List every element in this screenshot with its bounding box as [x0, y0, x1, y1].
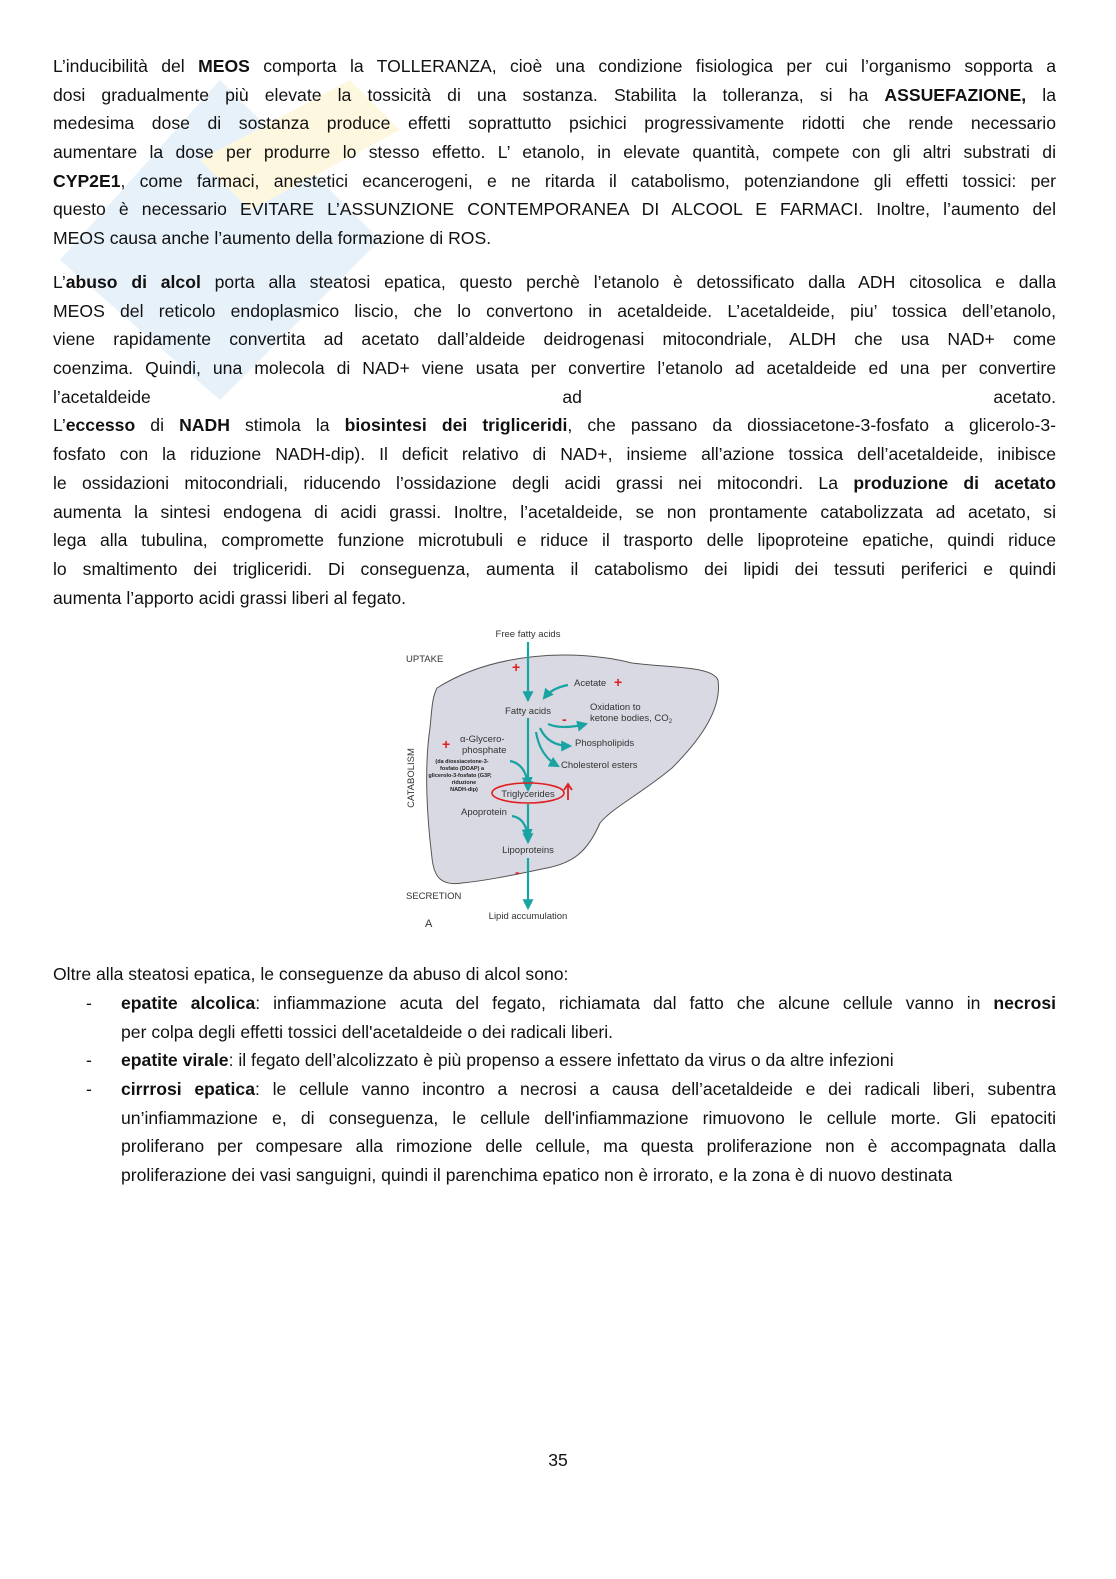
text-run: proliferazione dei vasi sanguigni, quindi il parenchima epatico non è irrorato, e la zona è di nuovo destinata [121, 1165, 953, 1186]
note-line-5: NADH-dip) [450, 787, 478, 793]
text-run: dosi gradualmente più elevate la tossicità di una sostanza. Stabilita la tolleranza, si ha [53, 84, 885, 105]
bold-text: necrosi [993, 993, 1056, 1013]
text-line [53, 167, 1056, 196]
label-fatty-acids: Fatty acids [505, 706, 551, 717]
label-phospholipids: Phospholipids [575, 738, 635, 749]
text-run: aumenta l’apporto acidi grassi liberi al fegato. [53, 587, 407, 608]
minus-secretion-icon: - [515, 864, 520, 880]
text-line [53, 325, 1056, 354]
text-run: fosfato con la riduzione NADH-dip). Il deficit relativo di NAD+, insieme all’azione tossica dell’acetaldeide, inibisce [53, 444, 1056, 465]
label-oxidation-2: ketone bodies, $CO_2$ [590, 713, 673, 725]
label-lipoproteins: Lipoproteins [502, 845, 554, 856]
text-line [53, 383, 1056, 412]
text-run: : le cellule vanno incontro a necrosi a causa dell’acetaldeide e dei radicali liberi, subentra [254, 1079, 1056, 1100]
note-line-4: riduzione [451, 780, 477, 786]
text-line [53, 195, 1056, 224]
liver-steatosis-diagram [372, 618, 722, 933]
text-line [121, 989, 1056, 1018]
label-acetate: Acetate [574, 678, 607, 689]
text-line [53, 555, 1056, 584]
text-run: comporta la TOLLERANZA, cioè una condizione fisiologica per cui l’organismo sopporta a [249, 56, 1056, 76]
label-triglycerides: Triglycerides [501, 789, 555, 800]
text-run: , come farmaci, anestetici ecancerogeni, e ne ritarda il catabolismo, potenziandone gli effetti tossici: per [120, 170, 1056, 191]
label-apoprotein: Apoprotein [461, 807, 507, 818]
label-secretion: SECRETION [406, 891, 462, 902]
text-run: per colpa degli effetti tossici dell'acetaldeide o dei radicali liberi. [121, 1021, 614, 1042]
bold-text: ASSUEFAZIONE, [884, 84, 1027, 105]
text-run: lo smaltimento dei trigliceridi. Di conseguenza, aumenta il catabolismo dei lipidi dei tessuti periferici e quindi [53, 558, 1056, 579]
text-run: di [135, 415, 180, 436]
text-line [53, 52, 1056, 81]
label-glycero-2: phosphate [462, 745, 507, 756]
label-catabolism: CATABOLISM [406, 748, 417, 808]
plus-acetate-icon: + [614, 674, 623, 690]
text-run: l’acetaldeide ad acetato. [53, 386, 1056, 407]
text-run: proliferano per compesare alla rimozione delle cellule, ma questa proliferazione non è accompagnata dalla [121, 1136, 1056, 1157]
text-run: : infiammazione acuta del fegato, richiamata dal fatto che alcune cellule vanno in [255, 993, 994, 1013]
text-line [121, 1132, 1056, 1161]
text-run: L’inducibilità del [53, 56, 199, 76]
bold-text: produzione di acetato [853, 472, 1056, 493]
panel-label: A [425, 918, 433, 930]
text-run: L’ [53, 272, 66, 292]
text-line [53, 81, 1056, 110]
bold-text: NADH [179, 415, 230, 436]
text-line [53, 526, 1056, 555]
text-run: aumentare la dose per produrre lo stesso effetto. L’ etanolo, in elevate quantità, compete con gli altri substrati di [53, 142, 1056, 163]
plus-glycerophosphate-icon: + [442, 736, 451, 752]
paragraph [53, 268, 1056, 612]
text-run: stimola la [229, 415, 345, 436]
page-number: 35 [548, 1450, 568, 1470]
bold-text: abuso di alcol [65, 272, 201, 292]
label-uptake: UPTAKE [406, 654, 444, 665]
text-line [53, 440, 1056, 469]
text-line [53, 354, 1056, 383]
note-line-1: (da diossiacetone-3- [435, 759, 489, 765]
bold-text: epatite virale [121, 1050, 229, 1071]
text-run: questo è necessario EVITARE L’ASSUNZIONE CONTEMPORANEA DI ALCOOL E FARMACI. Inoltre, l’aumento del [53, 199, 1056, 220]
paragraph [53, 52, 1056, 253]
list-item [53, 1075, 1056, 1190]
text-run: medesima dose di sostanza produce effetti soprattutto psichici progressivamente ridotti che rende necessario [53, 113, 1056, 134]
text-run: viene rapidamente convertita ad acetato dall’aldeide deidrogenasi mitocondriale, ALDH che usa NAD+ come [53, 329, 1056, 350]
label-free-fatty-acids: Free fatty acids [495, 629, 561, 640]
text-line [53, 584, 1056, 613]
text-line [53, 109, 1056, 138]
label-glycero-1: α-Glycero- [460, 734, 505, 745]
bold-text: CYP2E1 [53, 170, 121, 191]
note-line-3: glicerolo-3-fosfato (G3P, [428, 773, 492, 779]
text-run: la [1026, 84, 1056, 105]
text-line [53, 498, 1056, 527]
minus-oxidation-icon: - [562, 711, 567, 727]
plus-uptake-icon: + [512, 659, 521, 675]
bold-text: MEOS [198, 56, 250, 76]
text-run: L’ [53, 415, 66, 436]
text-run: lega alla tubulina, compromette funzione microtubuli e riduce il trasporto delle lipoproteine epatiche, quindi riduce [53, 530, 1056, 551]
bold-text: cirrrosi epatica [121, 1079, 255, 1100]
list-item [53, 1046, 1056, 1075]
label-oxidation-1: Oxidation to [590, 702, 641, 713]
text-run: un’infiammazione e, di conseguenza, le cellule dell'infiammazione rimuovono le cellule morte. Gli epatociti [121, 1107, 1056, 1128]
text-line [121, 1046, 1056, 1075]
text-run: MEOS causa anche l’aumento della formazione di ROS. [53, 228, 492, 249]
text-run: Oltre alla steatosi epatica, le conseguenze da abuso di alcol sono: [53, 964, 569, 984]
list-bullet: - [86, 1079, 92, 1100]
text-line [121, 1161, 1056, 1190]
text-run: aumenta la sintesi endogena di acidi grassi. Inoltre, l’acetaldeide, se non prontamente catabolizzata ad acetato, si [53, 501, 1056, 522]
text-line [121, 1104, 1056, 1133]
text-run: porta alla steatosi epatica, questo perchè l’etanolo è detossificato dalla ADH citosolica e dalla [200, 272, 1056, 292]
bold-text: epatite alcolica [121, 993, 256, 1013]
text-line [53, 297, 1056, 326]
consequences-list [53, 989, 1056, 1190]
list-bullet: - [86, 1050, 92, 1071]
text-line [53, 469, 1056, 498]
label-lipid-accumulation: Lipid accumulation [488, 911, 568, 922]
label-cholesterol-esters: Cholesterol esters [561, 760, 638, 771]
text-line [121, 1075, 1056, 1104]
note-line-2: fosfato (DOAP) a [440, 766, 484, 772]
text-line [53, 224, 1056, 253]
text-run: , che passano da diossiacetone-3-fosfato a glicerolo-3- [567, 415, 1056, 436]
text-line [53, 411, 1056, 440]
bold-text: eccesso [65, 415, 136, 436]
list-item [53, 989, 1056, 1046]
text-line [53, 268, 1056, 297]
text-line [53, 138, 1056, 167]
text-run: : il fegato dell’alcolizzato è più propenso a essere infettato da virus o da altre infezioni [228, 1050, 894, 1071]
paragraph [53, 960, 1056, 989]
text-run: MEOS del reticolo endoplasmico liscio, che lo convertono in acetaldeide. L’acetaldeide, piu’ tossica dell’etanolo, [53, 300, 1056, 321]
text-run: le ossidazioni mitocondriali, riducendo l’ossidazione degli acidi grassi nei mitocondri. La [53, 472, 854, 493]
list-bullet: - [86, 993, 92, 1013]
text-line [121, 1018, 1056, 1047]
text-line [53, 960, 1056, 989]
bold-text: biosintesi dei trigliceridi [344, 415, 568, 436]
text-run: coenzima. Quindi, una molecola di NAD+ viene usata per convertire l’etanolo ad acetaldeide ed una per convertire [53, 358, 1056, 379]
